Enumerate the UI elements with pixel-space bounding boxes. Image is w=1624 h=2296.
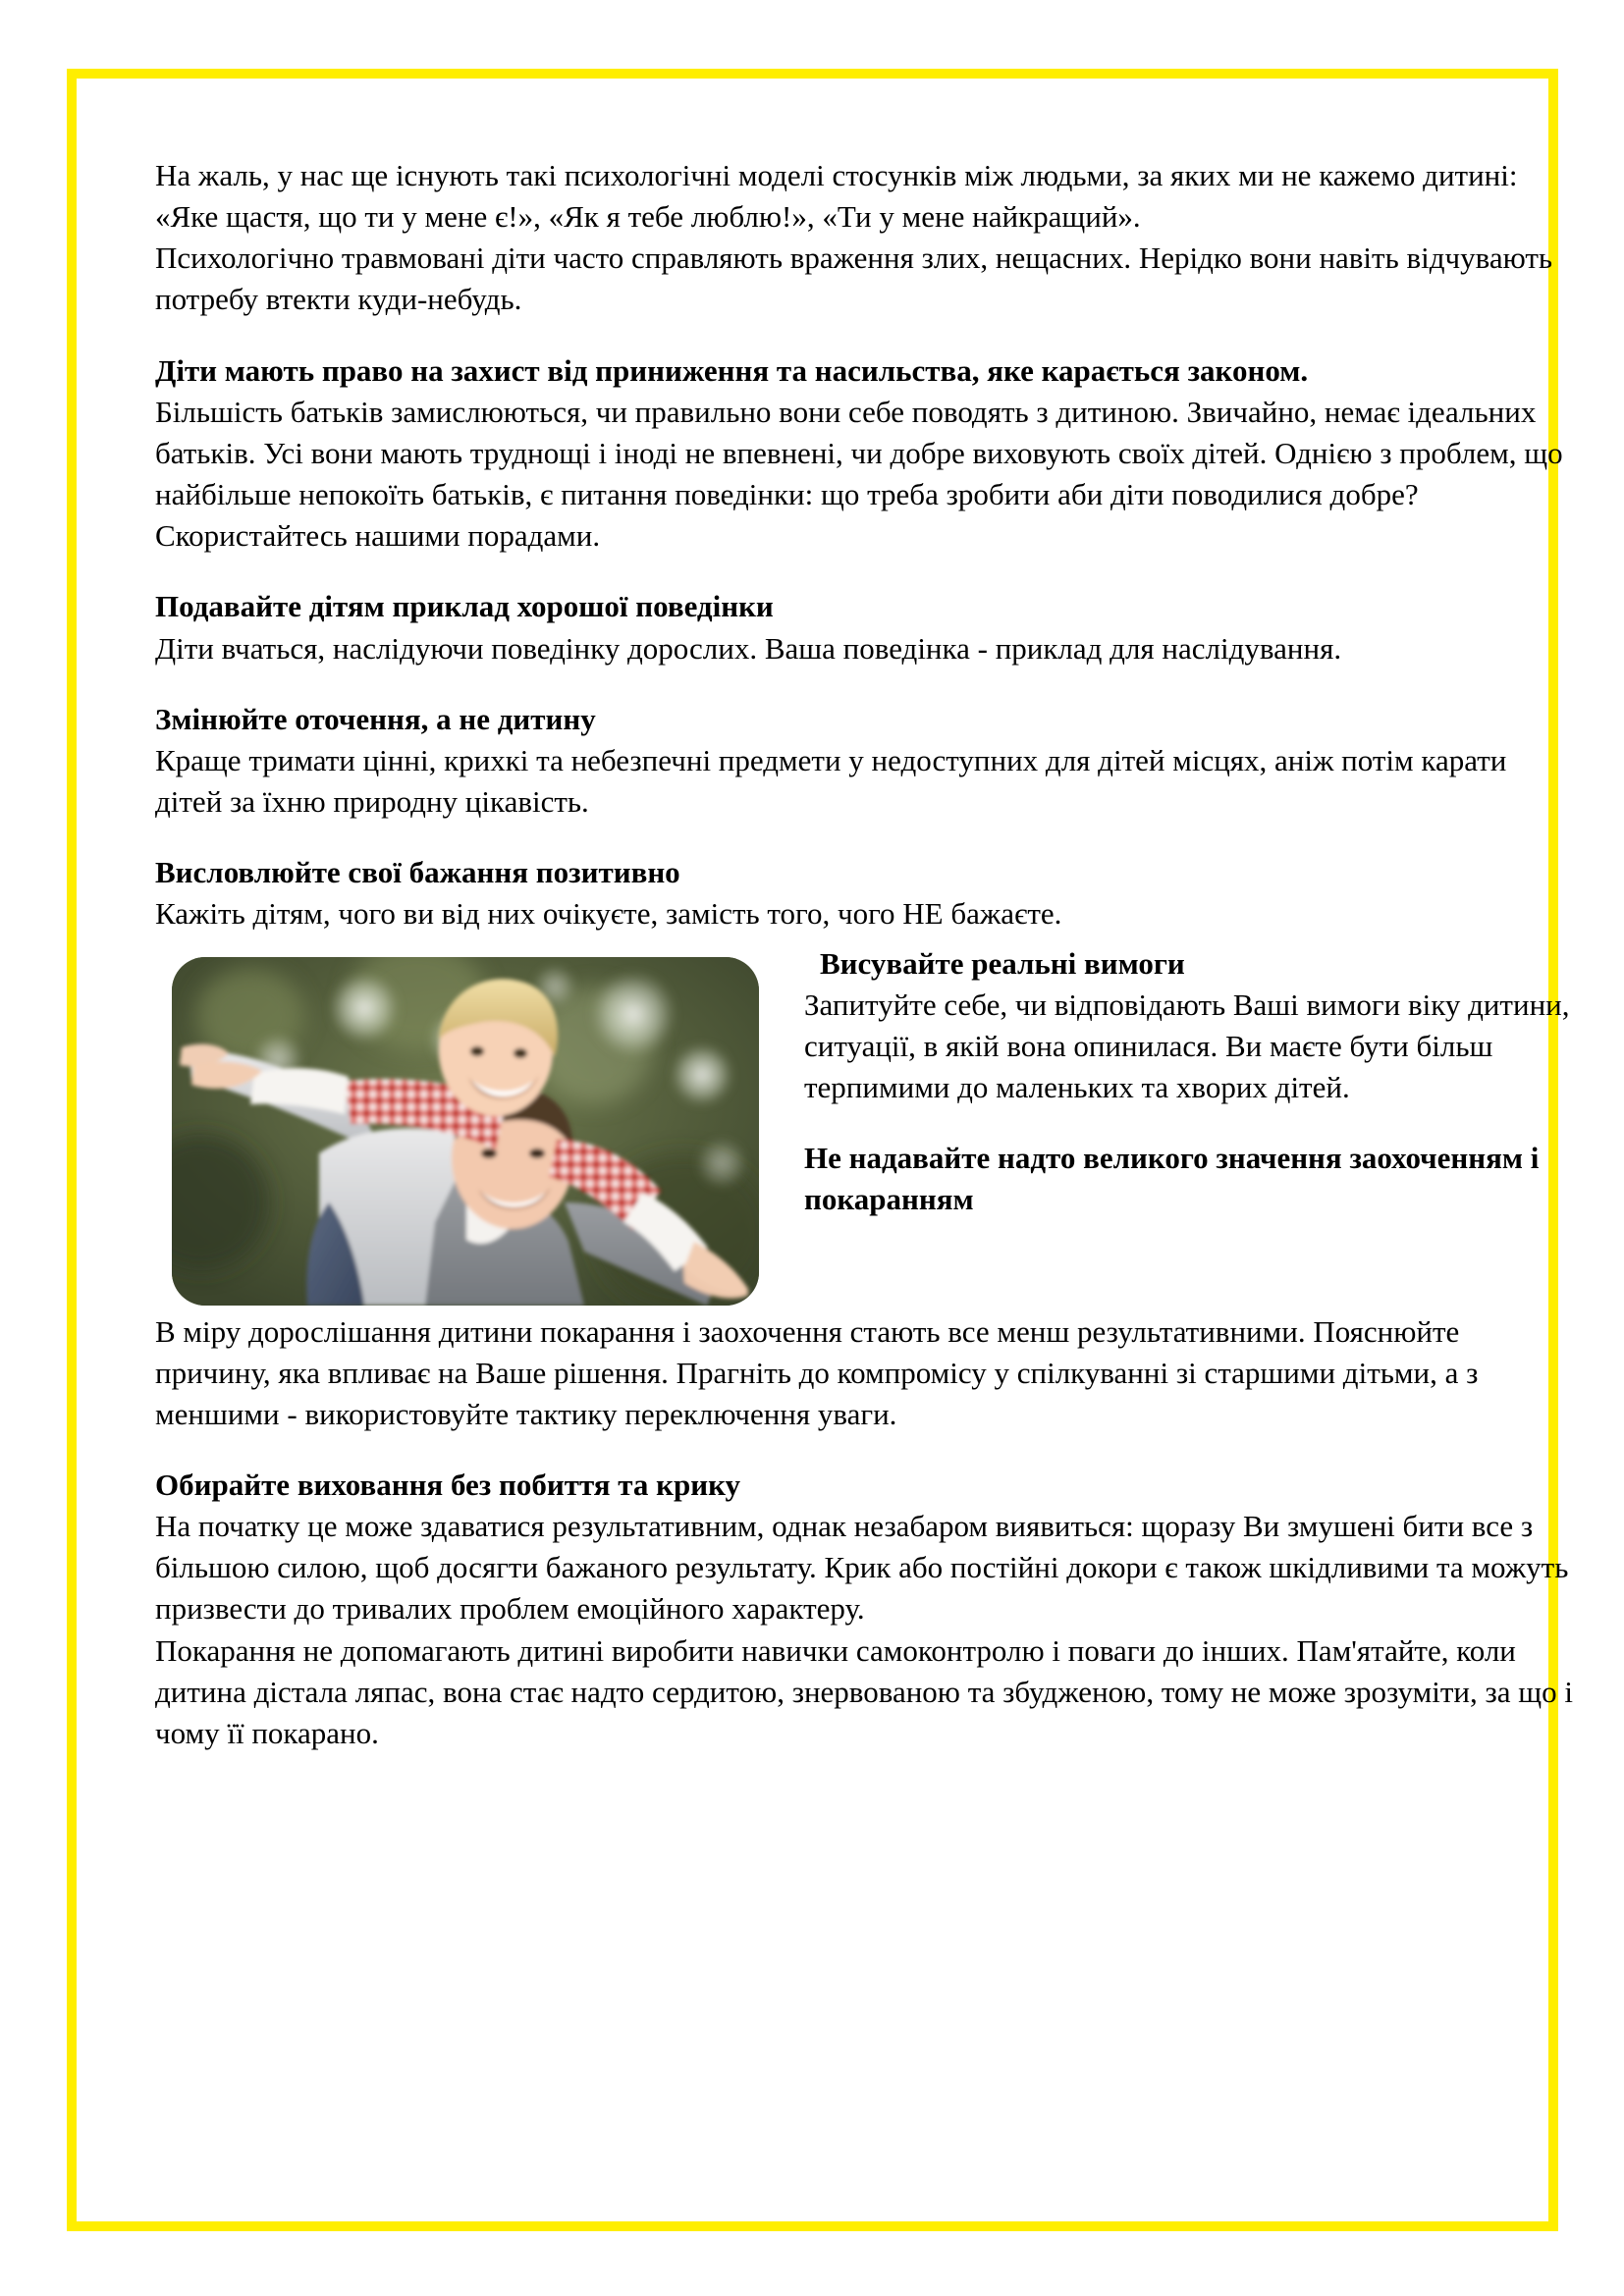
heading-rewards-punishments: Не надавайте надто великого значення заохоченням і покаранням [804, 1141, 1540, 1217]
paragraph-rewards-punishments: В міру дорослішання дитини покарання і заохочення стають все менш результативними. Пояснюйте причину, яка впливає на Ваше рішення. Прагніть до компромісу у спілкуванні зі старшими дітьми, а з меншими - використовуйте тактику переключення уваги. [155, 1313, 1479, 1431]
spacer [155, 935, 1598, 943]
spacer [155, 669, 1598, 699]
document-content [155, 155, 1598, 2295]
paragraph-realistic-demands: Запитуйте себе, чи відповідають Ваші вимоги віку дитини, ситуації, в якій вона опинилася. Ви маєте бути більш терпимими до маленьких та хворих дітей. [804, 987, 1570, 1104]
text-beside-photo [804, 943, 1598, 1221]
paragraph-intro-1: На жаль, у нас ще існують такі психологічні моделі стосунків між людьми, за яких ми не кажемо дитині: «Яке щастя, що ти у мене є!», «Як я тебе люблю!», «Ти у мене найкращий». [155, 158, 1518, 235]
paragraph-express-positively: Кажіть дітям, чого ви від них очікуєте, замість того, чого НЕ бажаєте. [155, 896, 1062, 932]
heading-change-environment: Змінюйте оточення, а не дитину [155, 701, 596, 736]
paragraph-no-beating-shouting: На початку це може здаватися результативним, однак незабаром виявиться: щоразу Ви змушені бити все з більшою силою, щоб досягти бажаного результату. Крик або постійні докори є також шкідливими та можуть призвести до тривалих проблем емоційного характеру. [155, 1509, 1569, 1627]
spacer [804, 1108, 1598, 1138]
photo-father-and-son [172, 957, 759, 1306]
photo-illustration [172, 957, 759, 1306]
spacer [155, 1435, 1598, 1465]
paragraph-parents-advice: Більшість батьків замислюються, чи правильно вони себе поводять з дитиною. Звичайно, немає ідеальних батьків. Усі вони мають труднощі і іноді не впевнені, чи добре виховують своїх дітей. Однією з проблем, що найбільше непокоїть батьків, є питання поведінки: що треба зробити аби діти поводилися добре? Скористайтесь нашими порадами. [155, 394, 1563, 554]
paragraph-punishment-effects: Покарання не допомагають дитині виробити навички самоконтролю і поваги до інших. Пам'ятайте, коли дитина дістала ляпас, вона стає надто сердитою, знервованою та збудженою, тому не може зрозуміти, за що і чому її покарано. [155, 1632, 1573, 1750]
paragraph-set-good-example: Діти вчаться, наслідуючи поведінку дорослих. Ваша поведінка - приклад для наслідування. [155, 630, 1342, 666]
heading-rights-protection: Діти мають право на захист від приниження та насильства, яке карається законом. [155, 352, 1309, 388]
paragraph-intro-2: Психологічно травмовані діти часто справляють враження злих, нещасних. Нерідко вони навіть відчувають потребу втекти куди-небудь. [155, 240, 1553, 317]
spacer [155, 321, 1598, 350]
heading-no-beating-shouting: Обирайте виховання без побиття та крику [155, 1467, 741, 1502]
photo-frame [172, 957, 759, 1306]
yellow-border-frame [67, 69, 1573, 2231]
spacer [155, 557, 1598, 586]
paragraph-change-environment: Краще тримати цінні, крихкі та небезпечні предмети у недоступних для дітей місцях, аніж потім карати дітей за їхню природну цікавість. [155, 742, 1507, 820]
spacer [155, 823, 1598, 852]
heading-express-positively: Висловлюйте свої бажання позитивно [155, 855, 680, 890]
heading-realistic-demands: Висувайте реальні вимоги [820, 945, 1185, 981]
heading-set-good-example: Подавайте дітям приклад хорошої поведінки [155, 589, 774, 624]
